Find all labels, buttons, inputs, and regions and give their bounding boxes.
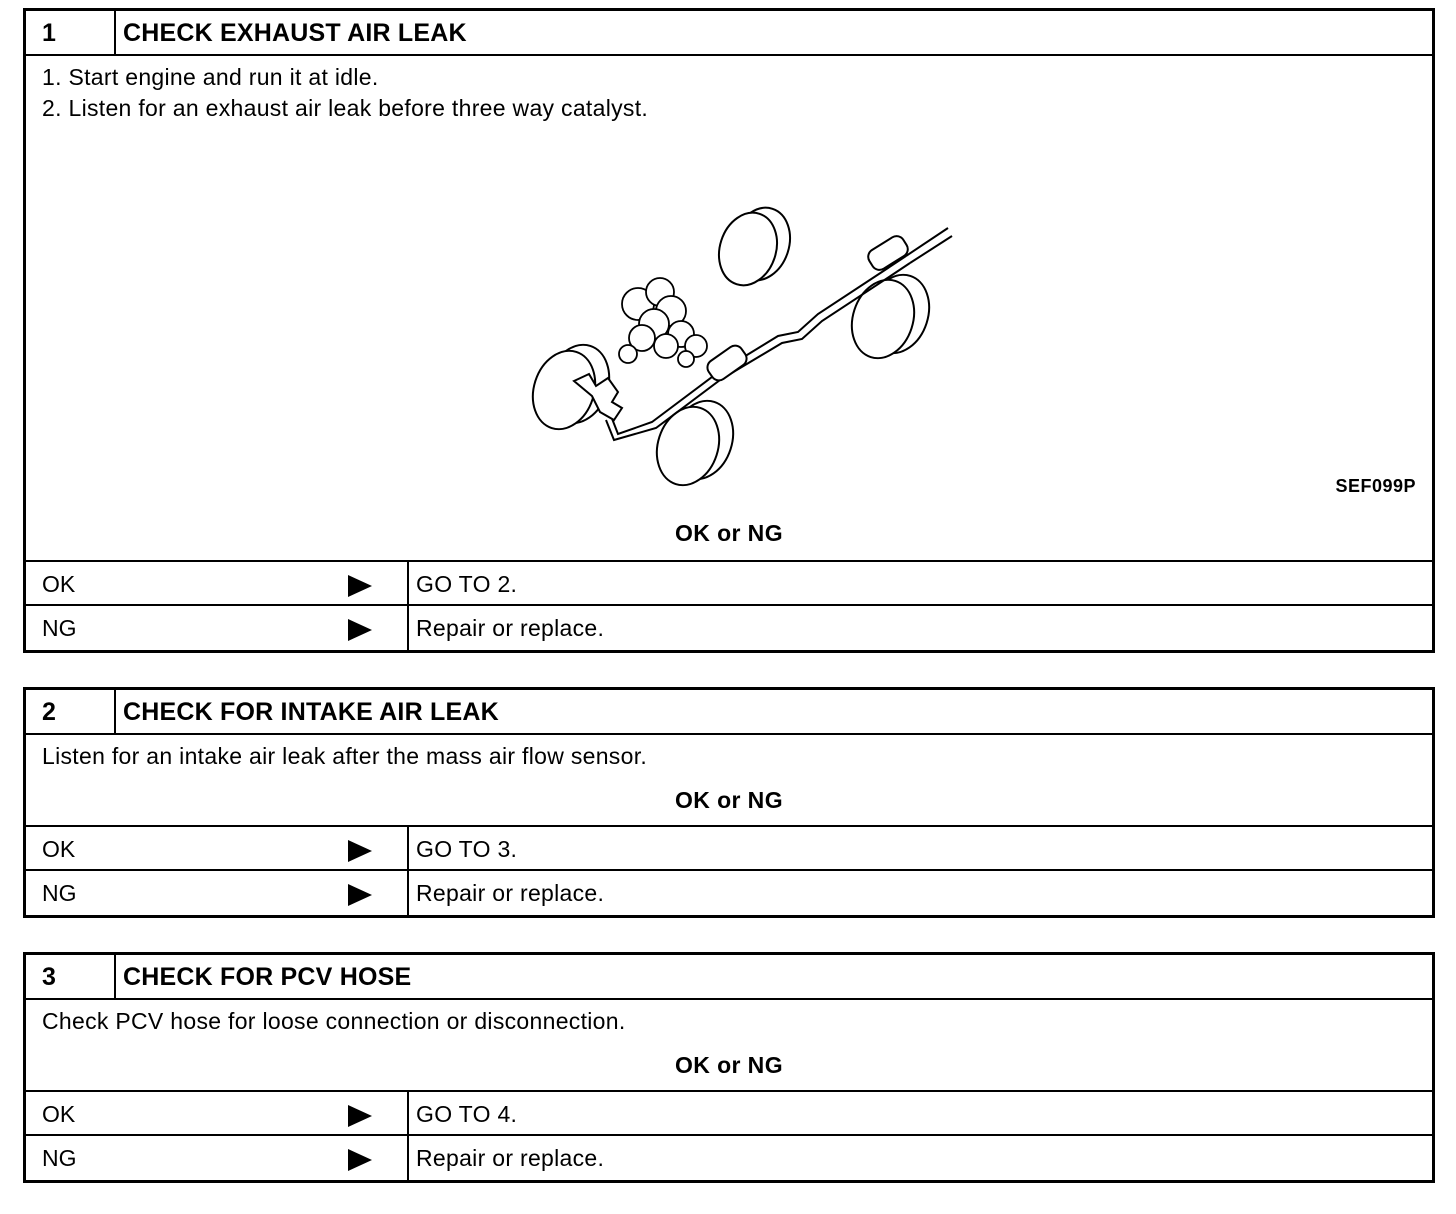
step-body bbox=[26, 1000, 1432, 1092]
step-title: CHECK FOR PCV HOSE bbox=[123, 963, 412, 991]
result-label: OK bbox=[26, 827, 409, 869]
right-arrow-icon bbox=[348, 619, 372, 641]
step-body bbox=[26, 56, 1432, 562]
result-label: NG bbox=[26, 1136, 409, 1180]
result-row-ok bbox=[26, 827, 1432, 871]
result-row-ok bbox=[26, 1092, 1432, 1136]
instruction-line: 2. Listen for an exhaust air leak before three way catalyst. bbox=[42, 95, 649, 121]
result-label: NG bbox=[26, 871, 409, 915]
decision-label: OK or NG bbox=[675, 787, 783, 813]
result-action: GO TO 4. bbox=[416, 1101, 518, 1127]
instruction-line: 1. Start engine and run it at idle. bbox=[42, 64, 379, 90]
instruction-line: Check PCV hose for loose connection or disconnection. bbox=[42, 1008, 626, 1034]
result-label: NG bbox=[26, 606, 409, 650]
result-row-ok bbox=[26, 562, 1432, 606]
step-1-table bbox=[23, 8, 1435, 653]
result-label: OK bbox=[26, 562, 409, 604]
step-title: CHECK EXHAUST AIR LEAK bbox=[123, 19, 467, 47]
result-label: OK bbox=[26, 1092, 409, 1134]
right-arrow-icon bbox=[348, 1149, 372, 1171]
step-number: 3 bbox=[26, 955, 116, 998]
result-action: Repair or replace. bbox=[416, 880, 605, 906]
exhaust-system-illustration bbox=[26, 56, 1432, 562]
step-header bbox=[26, 955, 1432, 1000]
decision-label: OK or NG bbox=[675, 520, 783, 546]
result-action: Repair or replace. bbox=[416, 615, 605, 641]
instruction-line: Listen for an intake air leak after the mass air flow sensor. bbox=[42, 743, 648, 769]
figure-code: SEF099P bbox=[1335, 476, 1416, 496]
step-3-table bbox=[23, 952, 1435, 1183]
right-arrow-icon bbox=[348, 1105, 372, 1127]
right-arrow-icon bbox=[348, 884, 372, 906]
result-row-ng bbox=[26, 871, 1432, 915]
decision-label: OK or NG bbox=[675, 1052, 783, 1078]
step-title: CHECK FOR INTAKE AIR LEAK bbox=[123, 698, 499, 726]
step-header bbox=[26, 690, 1432, 735]
step-number: 2 bbox=[26, 690, 116, 733]
step-number: 1 bbox=[26, 11, 116, 54]
step-body bbox=[26, 735, 1432, 827]
result-row-ng bbox=[26, 606, 1432, 650]
step-2-table bbox=[23, 687, 1435, 918]
result-action: GO TO 3. bbox=[416, 836, 518, 862]
result-action: Repair or replace. bbox=[416, 1145, 605, 1171]
result-action: GO TO 2. bbox=[416, 571, 518, 597]
result-row-ng bbox=[26, 1136, 1432, 1180]
right-arrow-icon bbox=[348, 575, 372, 597]
step-header bbox=[26, 11, 1432, 56]
right-arrow-icon bbox=[348, 840, 372, 862]
